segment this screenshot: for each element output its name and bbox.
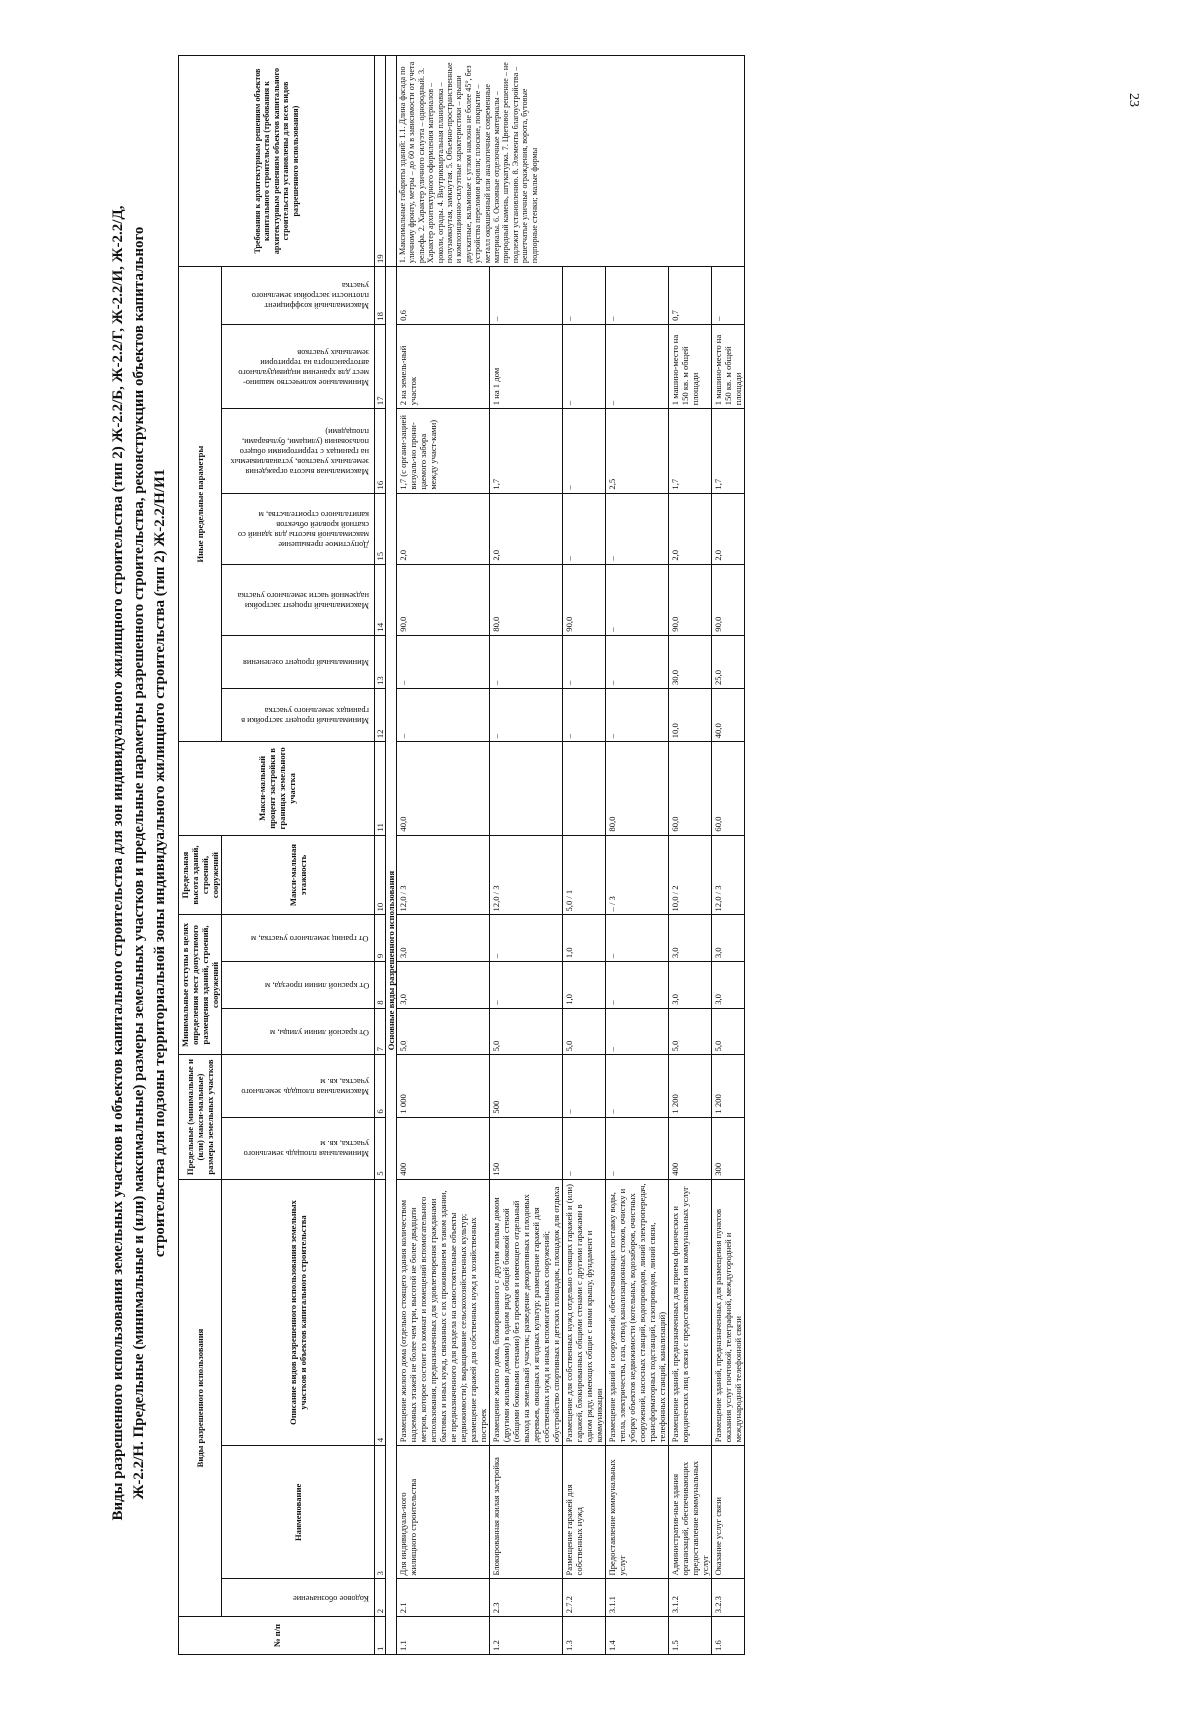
cell-ot-granic: – <box>490 915 563 962</box>
cell-p12: – <box>606 689 669 742</box>
cell-ot-ulic: 5,0 <box>397 1008 490 1055</box>
cell-ot-ulic: 5,0 <box>563 1008 606 1055</box>
row-name: Блокированная жилая застройка <box>490 1446 563 1579</box>
cell-p17: 1 на 1 дом <box>490 324 563 408</box>
cell-p12: 10,0 <box>669 689 712 742</box>
header-max-area: Максимальная площадь земельного участка, кв. м <box>241 1077 369 1096</box>
cell-p15: – <box>606 493 669 564</box>
cell-p14: 80,0 <box>490 564 563 635</box>
cell-min-area: – <box>606 1117 669 1179</box>
col-number: 10 <box>375 835 386 915</box>
header-razmery-group: Предельные (минимальные и (или) макси-мальные) размеры земельных участков <box>179 1055 222 1179</box>
cell-p13: – <box>563 635 606 688</box>
table-row <box>606 56 669 1655</box>
header-ot-proezd: От красной линии проезда, м <box>264 980 369 990</box>
header-min-area: Минимальная площадь земельного участка, кв. м <box>243 1139 369 1159</box>
cell-p16: – <box>563 409 606 493</box>
cell-p14: 90,0 <box>712 564 745 635</box>
header-inye-group: Иные предельные параметры <box>179 267 222 742</box>
cell-max-zastroika: 60,0 <box>712 742 745 835</box>
cell-max-zastroika <box>563 742 606 835</box>
section-label: Основные виды разрешенного использования <box>386 267 397 1655</box>
cell-p15: 2,0 <box>712 493 745 564</box>
cell-p18: – <box>712 267 745 325</box>
cell-ot-ulic: – <box>606 1008 669 1055</box>
row-code: 3.1.2 <box>669 1579 712 1617</box>
header-arch-requirements: Требования к архитектурным решениям объектов капитального строительства (требования к архитектурным решениям объектов капитального строительства установлены для всех видов разрешенного использования) <box>179 56 375 267</box>
document-title <box>108 83 171 1643</box>
row-number: 1.2 <box>490 1617 563 1655</box>
header-p16: Максимальная высота ограждения земельных участков, устанавливаемых на границах с территориями общего пользования (улицами, бульварами, площадями) <box>230 426 369 476</box>
header-p18: Максимальный коэффициент плотности застройки земельного участка <box>251 281 369 311</box>
col-number: 4 <box>375 1179 386 1446</box>
col-number: 1 <box>375 1617 386 1655</box>
row-number: 1.5 <box>669 1617 712 1655</box>
row-code: 2.1 <box>397 1579 490 1617</box>
cell-min-area: 400 <box>669 1117 712 1179</box>
col-number: 8 <box>375 962 386 1009</box>
cell-height-floors: 10,0 / 2 <box>669 835 712 915</box>
table-row <box>397 56 490 1655</box>
header-ot-ulic: От красной линии улицы, м <box>269 1027 369 1037</box>
cell-ot-granic: 3,0 <box>712 915 745 962</box>
row-name: Размещение гаражей для собственных нужд <box>563 1446 606 1579</box>
row-name: Для индивидуаль-ного жилищного строительства <box>397 1446 490 1579</box>
header-ot-granic: От границ земельного участка, м <box>251 934 369 944</box>
row-description: Размещение для собственных нужд отдельно стоящих гаражей и (или) гаражей, блокированных общими стенами с другими гаражами в одном ряду, имеющих общие с ними крышу, фундамент и коммуникации <box>563 1179 606 1446</box>
cell-height-floors: 12,0 / 3 <box>490 835 563 915</box>
header-otstup-group: Минимальные отступы в целях определения мест допустимого размещения зданий, строений, сооружений <box>179 915 222 1055</box>
cell-p13: 30,0 <box>669 635 712 688</box>
col-number: 2 <box>375 1579 386 1617</box>
cell-p17: 1 машино-место на 150 кв. м общей площади <box>669 324 712 408</box>
header-p12: Минимальный процент застройки в границах земельного участка <box>241 706 369 726</box>
cell-p12: – <box>563 689 606 742</box>
header-vysota-group: Предельная высота зданий, строений, сооружений <box>179 835 222 915</box>
cell-p17: – <box>606 324 669 408</box>
table-row <box>563 56 606 1655</box>
col-number: 11 <box>375 742 386 835</box>
col-number: 15 <box>375 493 386 564</box>
header-opisanie: Описание видов разрешенного использования земельных участков и объектов капитального строительства <box>222 1179 375 1446</box>
cell-ot-granic: – <box>606 915 669 962</box>
cell-p16: 1,7 <box>669 409 712 493</box>
cell-p18: 0,6 <box>397 267 490 325</box>
row-code: 2.7.2 <box>563 1579 606 1617</box>
row-number: 1.4 <box>606 1617 669 1655</box>
cell-p18: – <box>490 267 563 325</box>
row-code: 2.3 <box>490 1579 563 1617</box>
cell-p12: 40,0 <box>712 689 745 742</box>
cell-p15: 2,0 <box>490 493 563 564</box>
cell-max-area: – <box>606 1055 669 1117</box>
cell-ot-proezd: 3,0 <box>712 962 745 1009</box>
title-line-1: Виды разрешенного использования земельных участков и объектов капитального строительства для зон индивидуального жилищного строительства (тип 2) Ж-2.2/Б, Ж-2.2/Г, Ж-2.2/И, Ж-2.2/Д, <box>110 205 126 1521</box>
cell-p16: 2,5 <box>606 409 669 493</box>
cell-max-area: – <box>563 1055 606 1117</box>
cell-ot-proezd: – <box>490 962 563 1009</box>
cell-p13: – <box>606 635 669 688</box>
col-number: 17 <box>375 324 386 408</box>
zoning-parameters-table <box>178 55 745 1655</box>
cell-ot-granic: 3,0 <box>669 915 712 962</box>
header-vid-group: Виды разрешенного использования <box>179 1179 222 1617</box>
row-name: Оказание услуг связи <box>712 1446 745 1579</box>
cell-height-floors: 5,0 / 1 <box>563 835 606 915</box>
col-number: 18 <box>375 267 386 325</box>
cell-p12: – <box>397 689 490 742</box>
cell-ot-ulic: 5,0 <box>712 1008 745 1055</box>
cell-max-area: 1 000 <box>397 1055 490 1117</box>
cell-p17: 1 машино-место на 150 кв. м общей площади <box>712 324 745 408</box>
col-number: 7 <box>375 1008 386 1055</box>
cell-p18: – <box>606 267 669 325</box>
col-number: 19 <box>375 56 386 267</box>
cell-p13: – <box>397 635 490 688</box>
header-zastroika: Макси-мальный процент застройки в границах земельного участка <box>179 742 375 835</box>
cell-p12: – <box>490 689 563 742</box>
col-number: 5 <box>375 1117 386 1179</box>
title-line-3: строительства для подзоны территориальной зоны индивидуального жилищного строительства (тип 2) Ж-2.2/Н/И1 <box>152 468 168 1258</box>
header-kod: Кодовое обозначение <box>293 1593 369 1603</box>
cell-max-zastroika: 40,0 <box>397 742 490 835</box>
cell-p16: 1,7 (с органи-зацией визуаль-но прони-цаемого забора между участ-ками) <box>397 409 490 493</box>
page-number: 23 <box>1126 93 1141 107</box>
cell-max-area: 500 <box>490 1055 563 1117</box>
col-number: 16 <box>375 409 386 493</box>
row-description: Размещение зданий, предназначенных для размещения пунктов оказания услуг почтовой, телеграфной, междугородней и международной телефонной связи <box>712 1179 745 1446</box>
row-number: 1.1 <box>397 1617 490 1655</box>
col-number: 6 <box>375 1055 386 1117</box>
header-etazh: Макси-мальная этажность <box>222 835 375 915</box>
cell-p15: 2,0 <box>397 493 490 564</box>
cell-p17: 2 на земель-ный участок <box>397 324 490 408</box>
cell-p14: – <box>606 564 669 635</box>
cell-min-area: 150 <box>490 1117 563 1179</box>
cell-p15: 2,0 <box>669 493 712 564</box>
cell-max-zastroika <box>490 742 563 835</box>
cell-p16: 1,7 <box>490 409 563 493</box>
cell-min-area: – <box>563 1117 606 1179</box>
cell-p17: – <box>563 324 606 408</box>
cell-max-area: 1 200 <box>669 1055 712 1117</box>
row-name: Предоставление коммунальных услуг <box>606 1446 669 1579</box>
header-p17: Минимальное количество машино-мест для хранения индивидуального автотранспорта на территории земельных участков <box>238 347 369 387</box>
cell-ot-granic: 1,0 <box>563 915 606 962</box>
row-description: Размещение зданий, предназначенных для приема физических и юридических лиц в связи с предоставлением им коммунальных услуг <box>669 1179 712 1446</box>
col-number: 14 <box>375 564 386 635</box>
cell-ot-proezd: 3,0 <box>669 962 712 1009</box>
cell-p18: 0,7 <box>669 267 712 325</box>
title-line-2: Ж-2.2/Н. Предельные (минимальные и (или) максимальные) размеры земельных участков и предельные параметры разрешенного строительства, реконструкции объектов капитального <box>131 226 147 1500</box>
cell-p16: 1,7 <box>712 409 745 493</box>
row-description: Размещение зданий и сооружений, обеспечивающих поставку воды, тепла, электричества, газа, отвод канализационных стоков, очистку и уборку объектов недвижимости (котельных, водозаборов, очистных сооружений, насосных станций, водопроводов, линий электропередач, трансформаторных подстанций, газопроводов, линий связи, телефонных станций, канализаций) <box>606 1179 669 1446</box>
cell-ot-proezd: – <box>606 962 669 1009</box>
cell-ot-ulic: 5,0 <box>490 1008 563 1055</box>
cell-height-floors: – / 3 <box>606 835 669 915</box>
cell-p13: – <box>490 635 563 688</box>
cell-height-floors: 12,0 / 3 <box>397 835 490 915</box>
cell-max-area: 1 200 <box>712 1055 745 1117</box>
row-description: Размещение жилого дома, блокированного с другим жилым домом (другими жилыми домами) в одном ряду общей боковой стеной (общими боковыми стенами) без проемов и имеющего отдельный выход на земельный участок; разведение декоративных и плодовых деревьев, овощных и ягодных культур; размещение гаражей для собственных нужд и иных вспомогательных сооружений; обустройство спортивных и детских площадок, площадок для отдыха <box>490 1179 563 1446</box>
cell-ot-proezd: 3,0 <box>397 962 490 1009</box>
cell-ot-proezd: 1,0 <box>563 962 606 1009</box>
header-naim: Наименование <box>222 1446 375 1579</box>
row-code: 3.1.1 <box>606 1579 669 1617</box>
cell-max-zastroika: 60,0 <box>669 742 712 835</box>
column-number-row <box>375 56 386 1655</box>
cell-arch-requirements: 1. Максимальные габариты зданий: 1.1. Длина фасада по уличному фронту, метры – до 60 м в зависимости от учета рельефа. 2. Характер уличного силуэта – однородный. 3. Характер архитектурного оформления материалов – цоколи, ограды. 4. Внутриквартальная планировка – полузамкнутая, замкнутая. 5. Объемно-пространственные и композиционно-силуэтные характеристики – крыши двускатные, вальмовые с углом наклона не более 45°, без устройства переломов кровли; плоские, покрытие – металл окрашенный или аналогичные современные материалы. 6. Основные отделочные материалы – природный камень, штукатурка. 7. Цветовое решение – не подлежит установлению. 8. Элементы благоустройства – решетчатые уличные ограждения, ворота, бутовые подпорные стенки; малые формы <box>397 56 745 267</box>
header-p14: Максимальный процент застройки надземной части земельного участка <box>237 590 369 610</box>
table-row <box>490 56 563 1655</box>
cell-max-zastroika: 80,0 <box>606 742 669 835</box>
row-description: Размещение жилого дома (отдельно стоящего здания количеством надземных этажей не более чем три, высотой не более двадцати метров, которое состоит из комнат и помещений вспомогательного использования, предназначенных для удовлетворения гражданами бытовых и иных нужд, связанных с их проживанием в таком здании, не предназначенного для раздела на самостоятельные объекты недвижимости); выращивание сельскохозяйственных культур; размещение гаражей для собственных нужд и хозяйственных построек <box>397 1179 490 1446</box>
table-row <box>712 56 745 1655</box>
table-row <box>669 56 712 1655</box>
cell-p14: 90,0 <box>669 564 712 635</box>
cell-min-area: 300 <box>712 1117 745 1179</box>
col-number: 12 <box>375 689 386 742</box>
cell-ot-granic: 3,0 <box>397 915 490 962</box>
cell-height-floors: 12,0 / 3 <box>712 835 745 915</box>
header-p13: Минимальный процент озеленения <box>242 657 369 667</box>
row-number: 1.6 <box>712 1617 745 1655</box>
col-number: 3 <box>375 1446 386 1579</box>
cell-p14: 90,0 <box>563 564 606 635</box>
cell-ot-ulic: 5,0 <box>669 1008 712 1055</box>
col-number: 13 <box>375 635 386 688</box>
row-code: 3.2.3 <box>712 1579 745 1617</box>
row-number: 1.3 <box>563 1617 606 1655</box>
cell-min-area: 400 <box>397 1117 490 1179</box>
header-p15: Допустимое превышение максимальной высоты для зданий со скатной кровлей объектов капитального строительства, м <box>237 509 369 549</box>
header-num: № п/п <box>179 1617 375 1655</box>
col-number: 9 <box>375 915 386 962</box>
cell-p13: 25,0 <box>712 635 745 688</box>
cell-p18: – <box>563 267 606 325</box>
row-name: Административ-ные здания организаций, обеспечивающих предоставление коммунальных услуг <box>669 1446 712 1579</box>
cell-p15: – <box>563 493 606 564</box>
cell-p14: 90,0 <box>397 564 490 635</box>
